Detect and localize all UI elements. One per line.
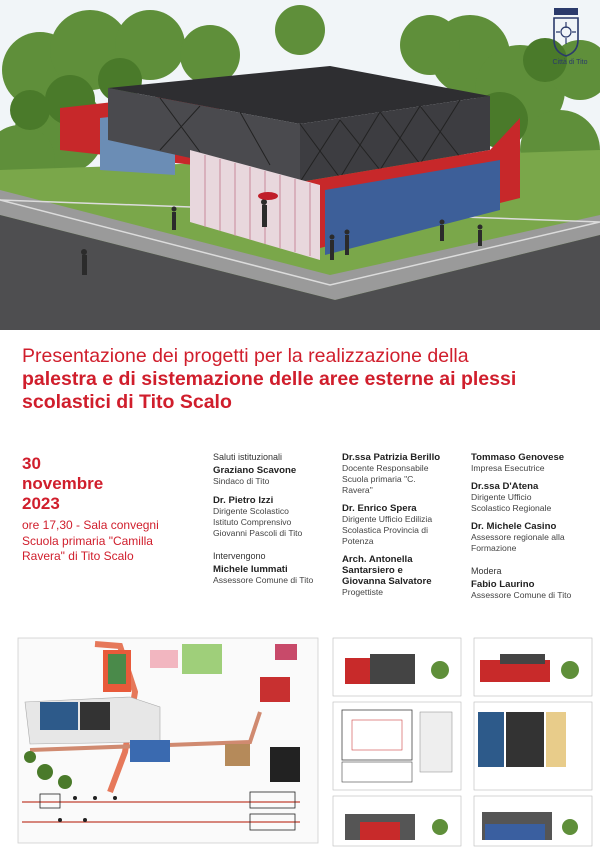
- speaker-name: Dr.ssa Patrizia Berillo: [342, 452, 441, 463]
- speaker-name: Graziano Scavone: [213, 465, 297, 476]
- speaker-name: Giovanna Salvatore: [342, 576, 432, 587]
- speakers-column-1: [213, 452, 333, 586]
- hero-rendering: [0, 0, 600, 330]
- section-saluti: Saluti istituzionali: [213, 452, 283, 462]
- event-date: [22, 454, 172, 514]
- floor-plan-panel: [333, 702, 461, 790]
- site-plan-drawing: [18, 638, 318, 843]
- section-modera: Modera: [471, 566, 502, 576]
- section-panel-2: [474, 796, 592, 846]
- speaker-name: Dr. Michele Casino: [471, 521, 557, 532]
- speaker-name: Michele Iummati: [213, 564, 288, 575]
- section-intervengono: Intervengono: [213, 551, 266, 561]
- event-title: [22, 345, 582, 414]
- date-year: 2023: [22, 494, 60, 513]
- speaker-role: Dirigente Scolastico: [213, 506, 289, 516]
- place-line-1: ore 17,30 - Sala convegni: [22, 518, 159, 532]
- speaker-name: Fabio Laurino: [471, 579, 535, 590]
- speaker-role: Dirigente Ufficio: [471, 492, 532, 502]
- speaker-role: Ravera": [342, 485, 373, 495]
- speaker-role: Assessore Comune di Tito: [471, 590, 572, 600]
- drawings-illustration: [0, 632, 600, 849]
- roof-plan-panel: [474, 702, 592, 790]
- date-month: novembre: [22, 474, 104, 493]
- project-drawings: [0, 632, 600, 849]
- title-line-bold-2: scolastici di Tito Scalo: [22, 391, 232, 413]
- speaker-role: Sindaco di Tito: [213, 476, 270, 486]
- speaker-role: Docente Responsabile: [342, 463, 429, 473]
- speakers-column-3: [471, 452, 596, 601]
- elevation-panel-1: [333, 638, 461, 696]
- speaker-role: Progettiste: [342, 587, 384, 597]
- city-logo: [550, 8, 590, 66]
- speaker-role: Impresa Esecutrice: [471, 463, 545, 473]
- title-line-bold-1: palestra e di sistemazione delle aree esterne ai plessi: [22, 368, 517, 390]
- event-place: [22, 518, 192, 565]
- speaker-role: Scolastica Provincia di: [342, 525, 428, 535]
- place-line-3: Ravera" di Tito Scalo: [22, 549, 134, 563]
- speaker-name: Dr. Enrico Spera: [342, 503, 417, 514]
- place-line-2: Scuola primaria "Camilla: [22, 533, 153, 548]
- elevation-panel-2: [474, 638, 592, 696]
- speaker-role: Scuola primaria "C.: [342, 474, 416, 484]
- title-line-regular: Presentazione dei progetti per la realizzazione della: [22, 345, 469, 367]
- building-rendering: [0, 0, 600, 330]
- speaker-role: Assessore regionale alla: [471, 532, 565, 542]
- city-label: Città di Tito: [552, 59, 588, 66]
- speaker-role: Giovanni Pascoli di Tito: [213, 528, 303, 538]
- speaker-role: Formazione: [471, 543, 517, 553]
- speaker-name: Santarsiero e: [342, 565, 403, 576]
- speakers-column-2: [342, 452, 462, 598]
- speaker-name: Dr. Pietro Izzi: [213, 495, 274, 506]
- date-day: 30: [22, 454, 41, 473]
- speaker-role: Assessore Comune di Tito: [213, 575, 314, 585]
- speaker-role: Potenza: [342, 536, 374, 546]
- section-panel-1: [333, 796, 461, 846]
- city-crest-icon: [550, 8, 582, 58]
- speaker-name: Dr.ssa D'Atena: [471, 481, 539, 492]
- speaker-role: Dirigente Ufficio Edilizia: [342, 514, 433, 524]
- speaker-name: Arch. Antonella: [342, 554, 413, 565]
- speaker-role: Scolastico Regionale: [471, 503, 552, 513]
- speaker-role: Istituto Comprensivo: [213, 517, 292, 527]
- speaker-name: Tommaso Genovese: [471, 452, 565, 463]
